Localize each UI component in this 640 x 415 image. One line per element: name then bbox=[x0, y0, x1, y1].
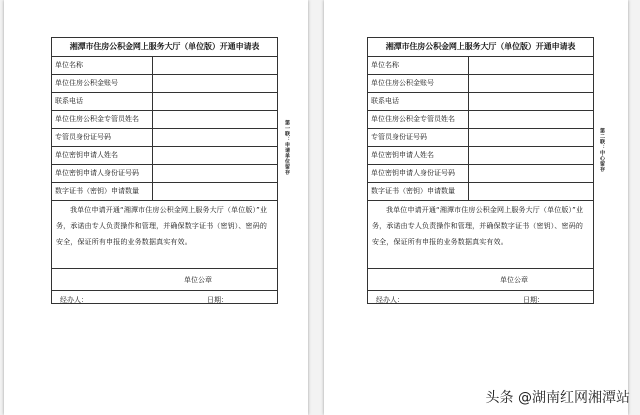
field-value bbox=[469, 165, 593, 182]
form-row bbox=[368, 165, 593, 183]
form-row bbox=[52, 57, 277, 75]
field-label: 联系电话 bbox=[368, 93, 469, 110]
application-form bbox=[51, 37, 278, 304]
field-label: 单位住房公积金专管员姓名 bbox=[368, 111, 469, 128]
form-row bbox=[368, 129, 593, 147]
form-row bbox=[368, 57, 593, 75]
document-page-right bbox=[324, 0, 628, 415]
field-value bbox=[153, 147, 277, 164]
form-row bbox=[368, 93, 593, 111]
field-label: 数字证书（密钥）申请数量 bbox=[52, 183, 153, 200]
field-value bbox=[153, 93, 277, 110]
copy-side-note: 第二联：中心留存 bbox=[599, 128, 605, 172]
seal-row bbox=[368, 269, 593, 291]
form-row bbox=[52, 147, 277, 165]
date-label: 日期： bbox=[207, 296, 228, 304]
form-title: 湘潭市住房公积金网上服务大厅（单位版）开通申请表 bbox=[52, 38, 277, 57]
watermark: 头条 @湖南红网湘潭站 bbox=[485, 390, 630, 406]
field-value bbox=[469, 75, 593, 92]
field-value bbox=[153, 183, 277, 200]
field-label: 数字证书（密钥）申请数量 bbox=[368, 183, 469, 200]
commitment-statement bbox=[52, 201, 277, 269]
form-row bbox=[52, 129, 277, 147]
field-label: 单位密钥申请人身份证号码 bbox=[368, 165, 469, 182]
copy-side-note: 第一联：申请单位留存 bbox=[284, 120, 290, 175]
field-label: 单位住房公积金专管员姓名 bbox=[52, 111, 153, 128]
seal-row bbox=[52, 269, 277, 291]
form-row bbox=[368, 111, 593, 129]
field-value bbox=[469, 93, 593, 110]
form-row bbox=[52, 75, 277, 93]
commitment-statement bbox=[368, 201, 593, 269]
form-row bbox=[52, 111, 277, 129]
field-label: 单位密钥申请人姓名 bbox=[52, 147, 153, 164]
field-label: 联系电话 bbox=[52, 93, 153, 110]
field-value bbox=[153, 129, 277, 146]
handler-label: 经办人： bbox=[60, 296, 88, 304]
date-label: 日期： bbox=[523, 296, 544, 304]
field-value bbox=[153, 111, 277, 128]
field-label: 专管员身份证号码 bbox=[52, 129, 153, 146]
form-row bbox=[368, 75, 593, 93]
field-label: 单位住房公积金账号 bbox=[368, 75, 469, 92]
handler-label: 经办人： bbox=[376, 296, 404, 304]
field-value bbox=[153, 57, 277, 74]
field-label: 单位名称 bbox=[368, 57, 469, 74]
field-value bbox=[469, 57, 593, 74]
form-row bbox=[52, 165, 277, 183]
signature-row bbox=[368, 291, 593, 310]
field-label: 单位名称 bbox=[52, 57, 153, 74]
field-label: 单位密钥申请人身份证号码 bbox=[52, 165, 153, 182]
form-row bbox=[52, 93, 277, 111]
seal-label: 单位公章 bbox=[184, 276, 212, 284]
field-value bbox=[469, 111, 593, 128]
field-label: 单位住房公积金账号 bbox=[52, 75, 153, 92]
document-page-left bbox=[4, 0, 308, 415]
field-value bbox=[469, 147, 593, 164]
form-row bbox=[52, 183, 277, 201]
field-value bbox=[469, 183, 593, 200]
form-row bbox=[368, 147, 593, 165]
field-label: 专管员身份证号码 bbox=[368, 129, 469, 146]
field-value bbox=[469, 129, 593, 146]
form-row bbox=[368, 183, 593, 201]
statement-text: 我单位申请开通“湘潭市住房公积金网上服务大厅（单位版）”业务，承诺由专人负责操作和管理，并确保数字证书（密钥）、密码的安全，保证所有申报的业务数据真实有效。 bbox=[56, 206, 268, 246]
statement-text: 我单位申请开通“湘潭市住房公积金网上服务大厅（单位版）”业务，承诺由专人负责操作和管理，并确保数字证书（密钥）、密码的安全，保证所有申报的业务数据真实有效。 bbox=[372, 206, 584, 246]
signature-row bbox=[52, 291, 277, 310]
field-label: 单位密钥申请人姓名 bbox=[368, 147, 469, 164]
application-form bbox=[367, 37, 594, 304]
field-value bbox=[153, 165, 277, 182]
form-title: 湘潭市住房公积金网上服务大厅（单位版）开通申请表 bbox=[368, 38, 593, 57]
field-value bbox=[153, 75, 277, 92]
seal-label: 单位公章 bbox=[500, 276, 528, 284]
